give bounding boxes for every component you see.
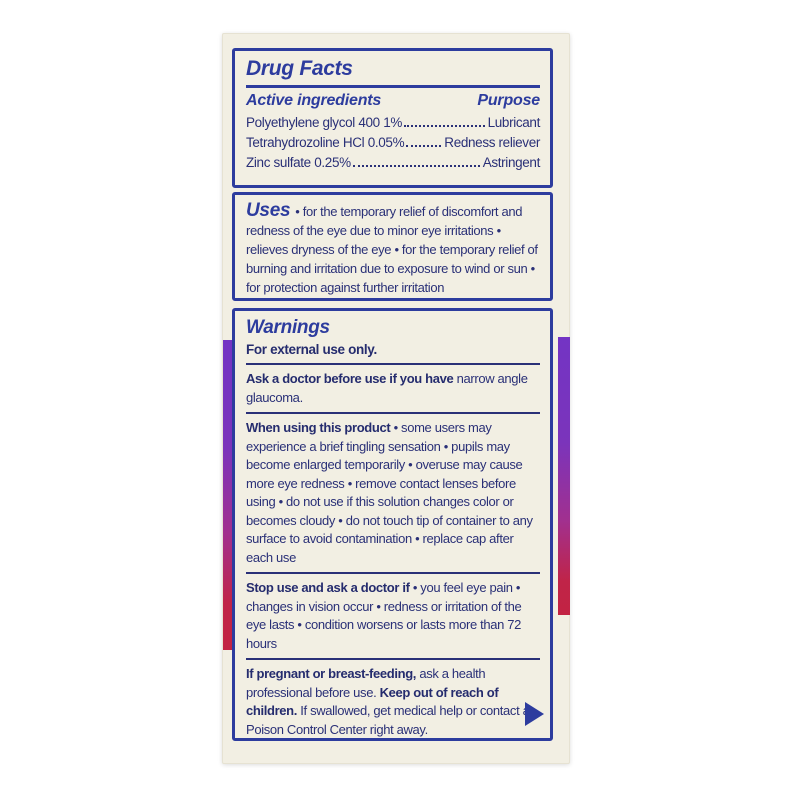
ingredients-table xyxy=(246,113,540,173)
section-divider xyxy=(246,572,540,574)
right-gradient-strip xyxy=(558,337,570,615)
ingredient-name: Zinc sulfate 0.25% xyxy=(246,155,351,170)
warnings-box xyxy=(232,308,553,741)
purpose-heading: Purpose xyxy=(477,92,540,109)
ingredient-row xyxy=(246,133,540,153)
ingredient-name: Polyethylene glycol 400 1% xyxy=(246,115,403,130)
ask-doctor-paragraph: Ask a doctor before use if you have narrow angle glaucoma. xyxy=(246,371,528,405)
continue-arrow-icon xyxy=(525,702,544,726)
ingredient-purpose: Astringent xyxy=(482,155,540,170)
uses-paragraph xyxy=(246,201,540,297)
external-use-text: For external use only. xyxy=(246,342,377,357)
leader-dots xyxy=(353,165,480,167)
ingredient-row xyxy=(246,113,540,133)
leader-dots xyxy=(406,145,441,147)
drug-facts-title: Drug Facts xyxy=(246,57,353,80)
uses-text: • for the temporary relief of discomfort and redness of the eye due to minor eye irritations • relieves dryness of the eye • for the temporary relief of burning and irritation due to exposure to wind or sun • for protection against further irritation xyxy=(246,204,538,295)
ingredient-name: Tetrahydrozoline HCl 0.05% xyxy=(246,135,405,150)
ingredient-purpose: Redness reliever xyxy=(444,135,540,150)
pregnant-paragraph: If pregnant or breast-feeding, ask a health professional before use. Keep out of reach of children. If swallowed, get medical help or contact a Poison Control Center right away. xyxy=(246,666,530,737)
active-ingredients-heading: Active ingredients xyxy=(246,92,382,109)
uses-box xyxy=(232,192,553,301)
drug-facts-box xyxy=(232,48,553,188)
section-divider xyxy=(246,412,540,414)
stop-use-paragraph: Stop use and ask a doctor if • you feel eye pain • changes in vision occur • redness or irritation of the eye lasts • condition worsens or lasts more than 72 hours xyxy=(246,580,522,651)
section-divider xyxy=(246,363,540,365)
section-divider xyxy=(246,658,540,660)
when-using-paragraph: When using this product • some users may experience a brief tingling sensation • pupils may become enlarged temporarily • overuse may cause more eye redness • remove contact lenses before using • do not use if this solution changes color or becomes cloudy • do not touch tip of container to any surface to avoid contamination • replace cap after each use xyxy=(246,420,533,565)
ingredients-header xyxy=(246,92,540,110)
title-divider xyxy=(246,85,540,88)
leader-dots xyxy=(404,125,485,127)
package-panel xyxy=(222,33,570,764)
warnings-heading: Warnings xyxy=(246,317,330,338)
uses-heading: Uses xyxy=(246,200,291,221)
ingredient-purpose: Lubricant xyxy=(487,115,540,130)
ingredient-row xyxy=(246,153,540,173)
